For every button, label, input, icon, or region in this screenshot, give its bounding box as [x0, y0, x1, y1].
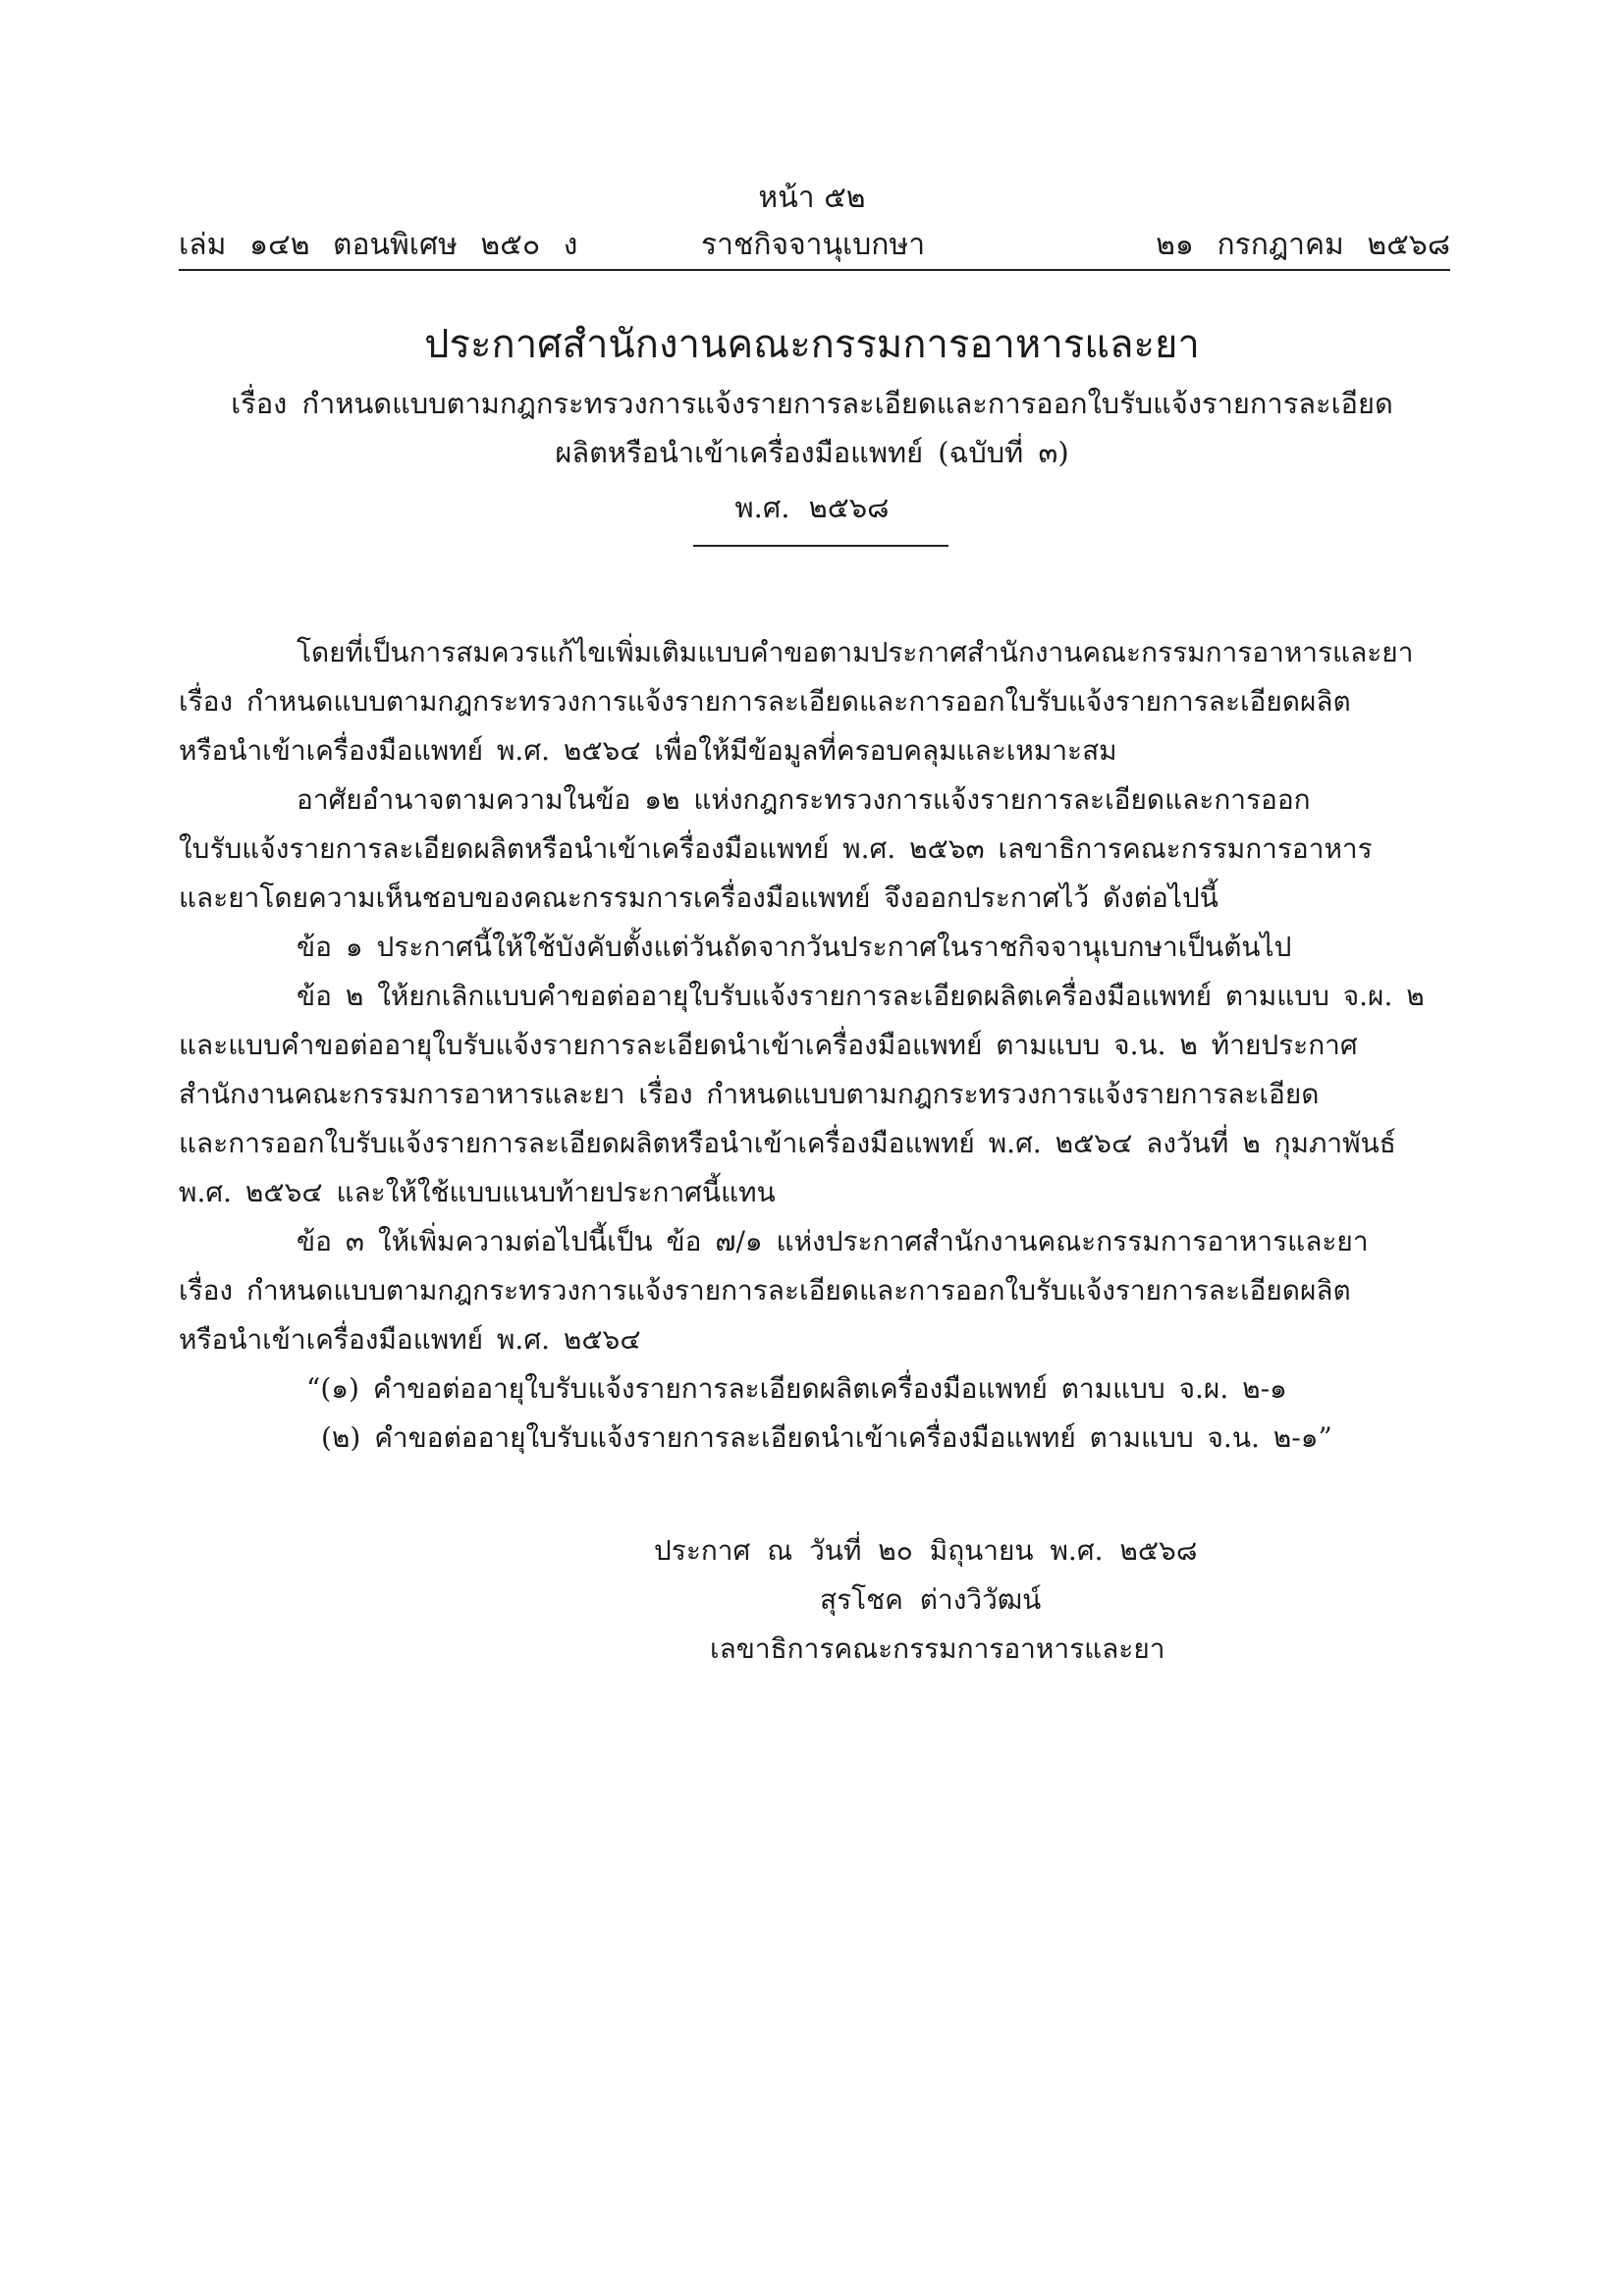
- inserted-items: [179, 1364, 1450, 1463]
- authority-paragraph: [179, 775, 1450, 923]
- text-line: เรื่อง กำหนดแบบตามกฎกระทรวงการแจ้งรายการละเอียดและการออกใบรับแจ้งรายการละเอียดผลิต: [179, 1274, 1351, 1307]
- document-body: [179, 628, 1450, 1463]
- gazette-header: [179, 222, 1450, 267]
- document-title: ประกาศสำนักงานคณะกรรมการอาหารและยา: [424, 322, 1200, 367]
- preamble-paragraph: [179, 628, 1450, 775]
- signatory-name: สุรโชค ต่างวิวัฒน์: [820, 1583, 1042, 1616]
- text-line: อาศัยอำนาจตามความในข้อ ๑๒ แห่งกฎกระทรวงการแจ้งรายการละเอียดและการออก: [297, 783, 1311, 816]
- item-1: “(๑) คำขอต่ออายุใบรับแจ้งรายการละเอียดผลิตเครื่องมือแพทย์ ตามแบบ จ.ผ. ๒-๑: [306, 1372, 1287, 1405]
- text-line: พ.ศ. ๒๕๖๔ และให้ใช้แบบแนบท้ายประกาศนี้แทน: [179, 1176, 776, 1208]
- signature-block: [0, 1526, 1624, 1674]
- text-line: และแบบคำขอต่ออายุใบรับแจ้งรายการละเอียดนำเข้าเครื่องมือแพทย์ ตามแบบ จ.น. ๒ ท้ายประกาศ: [179, 1029, 1358, 1061]
- text-line: และยาโดยความเห็นชอบของคณะกรรมการเครื่องมือแพทย์ จึงออกประกาศไว้ ดังต่อไปนี้: [179, 881, 1218, 914]
- volume-issue: เล่ม ๑๔๒ ตอนพิเศษ ๒๕๐ ง: [179, 228, 578, 262]
- clause-3: [179, 1217, 1450, 1364]
- page-number: หน้า ๕๒: [758, 181, 866, 215]
- text-line: หรือนำเข้าเครื่องมือแพทย์ พ.ศ. ๒๕๖๔ เพื่อให้มีข้อมูลที่ครอบคลุมและเหมาะสม: [179, 734, 1117, 767]
- text-line: ข้อ ๓ ให้เพิ่มความต่อไปนี้เป็น ข้อ ๗/๑ แห่งประกาศสำนักงานคณะกรรมการอาหารและยา: [297, 1225, 1369, 1257]
- item-2: (๒) คำขอต่ออายุใบรับแจ้งรายการละเอียดนำเข้าเครื่องมือแพทย์ ตามแบบ จ.น. ๒-๑”: [321, 1421, 1332, 1454]
- text-line: สำนักงานคณะกรรมการอาหารและยา เรื่อง กำหนดแบบตามกฎกระทรวงการแจ้งรายการละเอียด: [179, 1078, 1320, 1110]
- text-line: โดยที่เป็นการสมควรแก้ไขเพิ่มเติมแบบคำขอตามประกาศสำนักงานคณะกรรมการอาหารและยา: [297, 636, 1414, 668]
- text-line: ใบรับแจ้งรายการละเอียดผลิตหรือนำเข้าเครื่องมือแพทย์ พ.ศ. ๒๕๖๓ เลขาธิการคณะกรรมการอาหาร: [179, 832, 1373, 865]
- text-line: และการออกใบรับแจ้งรายการละเอียดผลิตหรือนำเข้าเครื่องมือแพทย์ พ.ศ. ๒๕๖๔ ลงวันที่ ๒ กุมภาพันธ์: [179, 1127, 1396, 1159]
- subject-line-1: เรื่อง กำหนดแบบตามกฎกระทรวงการแจ้งรายการละเอียดและการออกใบรับแจ้งรายการละเอียด: [231, 387, 1393, 420]
- signatory-position: เลขาธิการคณะกรรมการอาหารและยา: [710, 1632, 1165, 1665]
- subject-line-2: ผลิตหรือนำเข้าเครื่องมือแพทย์ (ฉบับที่ ๓): [555, 436, 1069, 469]
- document-year: พ.ศ. ๒๕๖๘: [734, 491, 890, 524]
- document-subject: [216, 379, 1408, 477]
- text-line: หรือนำเข้าเครื่องมือแพทย์ พ.ศ. ๒๕๖๔: [179, 1323, 641, 1356]
- clause-2: [179, 972, 1450, 1217]
- clause-1: [179, 923, 1450, 972]
- text-line: ข้อ ๑ ประกาศนี้ให้ใช้บังคับตั้งแต่วันถัดจากวันประกาศในราชกิจจานุเบกษาเป็นต้นไป: [297, 931, 1292, 963]
- publication-name: ราชกิจจานุเบกษา: [701, 228, 926, 262]
- announcement-date: ประกาศ ณ วันที่ ๒๐ มิถุนายน พ.ศ. ๒๕๖๘: [654, 1534, 1198, 1567]
- header-divider: [179, 269, 1450, 271]
- publication-date: ๒๑ กรกฎาคม ๒๕๖๘: [1156, 228, 1450, 262]
- text-line: เรื่อง กำหนดแบบตามกฎกระทรวงการแจ้งรายการละเอียดและการออกใบรับแจ้งรายการละเอียดผลิต: [179, 685, 1351, 718]
- text-line: ข้อ ๒ ให้ยกเลิกแบบคำขอต่ออายุใบรับแจ้งรายการละเอียดผลิตเครื่องมือแพทย์ ตามแบบ จ.ผ. ๒: [297, 980, 1425, 1012]
- title-divider: [693, 545, 948, 547]
